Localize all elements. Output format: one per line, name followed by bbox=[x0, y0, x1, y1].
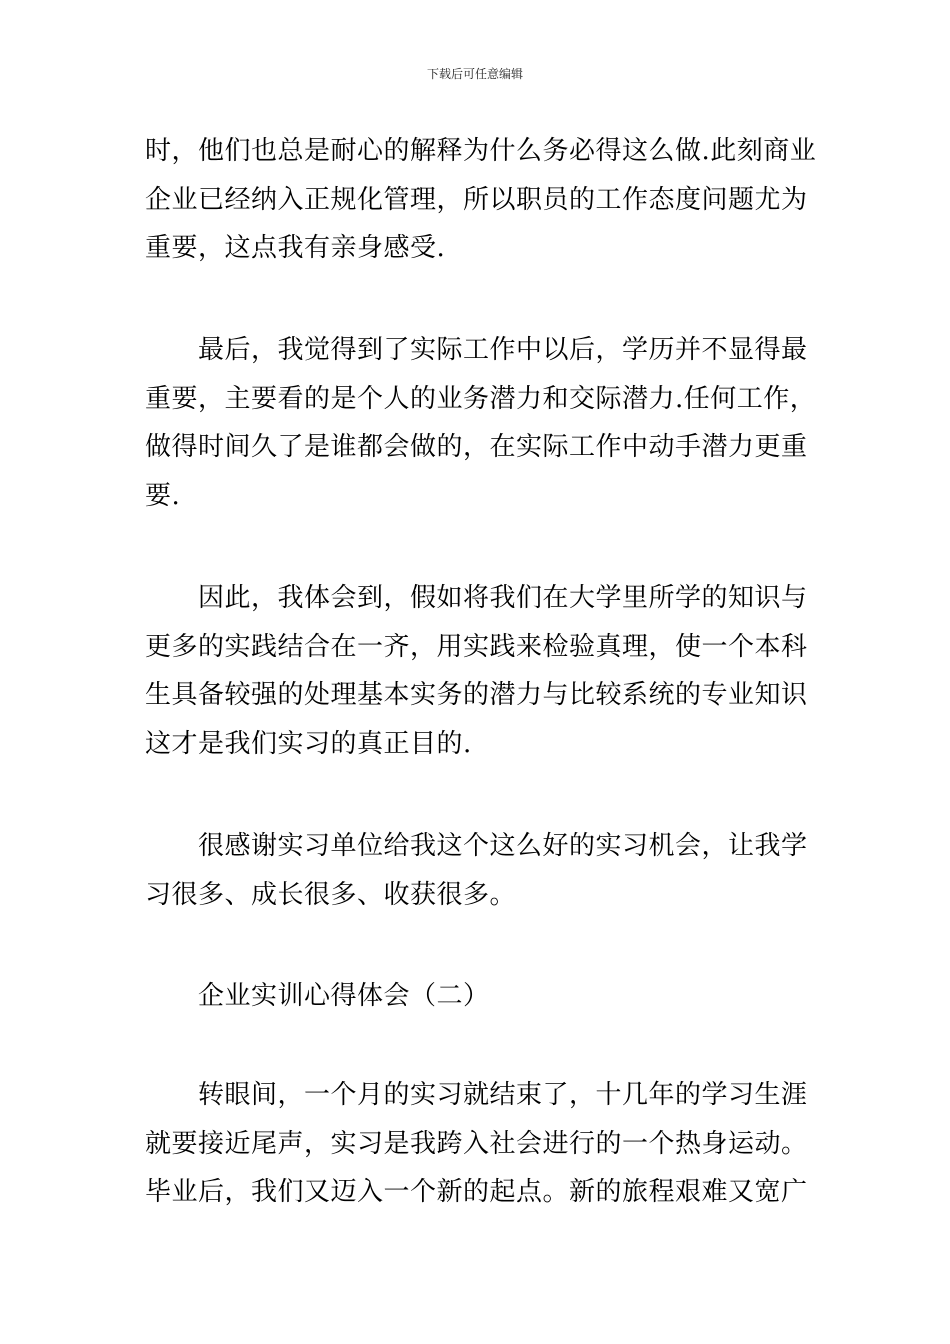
paragraph-1 bbox=[145, 127, 815, 273]
section-heading bbox=[145, 972, 815, 1021]
text-line: 重要，这点我有亲身感受. bbox=[145, 233, 446, 263]
text-line: 最后，我觉得到了实际工作中以后，学历并不显得最 bbox=[198, 335, 808, 365]
text-line: 这才是我们实习的真正目的. bbox=[145, 728, 472, 759]
text-line: 重要，主要看的是个人的业务潜力和交际潜力.任何工作， bbox=[145, 383, 817, 414]
text-line: 要. bbox=[145, 480, 181, 511]
text-line: 企业已经纳入正规化管理，所以职员的工作态度问题尤为 bbox=[145, 184, 808, 215]
text-line: 毕业后，我们又迈入一个新的起点。新的旅程艰难又宽广 bbox=[145, 1177, 808, 1207]
paragraph-5 bbox=[145, 1071, 815, 1217]
paragraph-2 bbox=[145, 326, 815, 520]
text-line: 习很多、成长很多、收获很多。 bbox=[145, 879, 517, 910]
text-line: 更多的实践结合在一齐，用实践来检验真理，使一个本科 bbox=[145, 631, 808, 662]
page-header: 下载后可任意编辑 bbox=[426, 67, 523, 81]
text-line: 因此，我体会到，假如将我们在大学里所学的知识与 bbox=[198, 583, 808, 613]
text-line: 时，他们也总是耐心的解释为什么务必得这么做.此刻商业 bbox=[145, 136, 817, 166]
text-line: 做得时间久了是谁都会做的，在实际工作中动手潜力更重 bbox=[145, 432, 808, 462]
heading-text: 企业实训心得体会（二） bbox=[198, 981, 490, 1011]
paragraph-4 bbox=[145, 822, 815, 919]
text-line: 很感谢实习单位给我这个这么好的实习机会，让我学 bbox=[198, 831, 808, 861]
text-line: 生具备较强的处理基本实务的潜力与比较系统的专业知识 bbox=[145, 680, 808, 710]
paragraph-3 bbox=[145, 574, 815, 768]
text-line: 就要接近尾声，实习是我跨入社会进行的一个热身运动。 bbox=[145, 1128, 808, 1159]
text-line: 转眼间，一个月的实习就结束了，十几年的学习生涯 bbox=[198, 1080, 808, 1110]
